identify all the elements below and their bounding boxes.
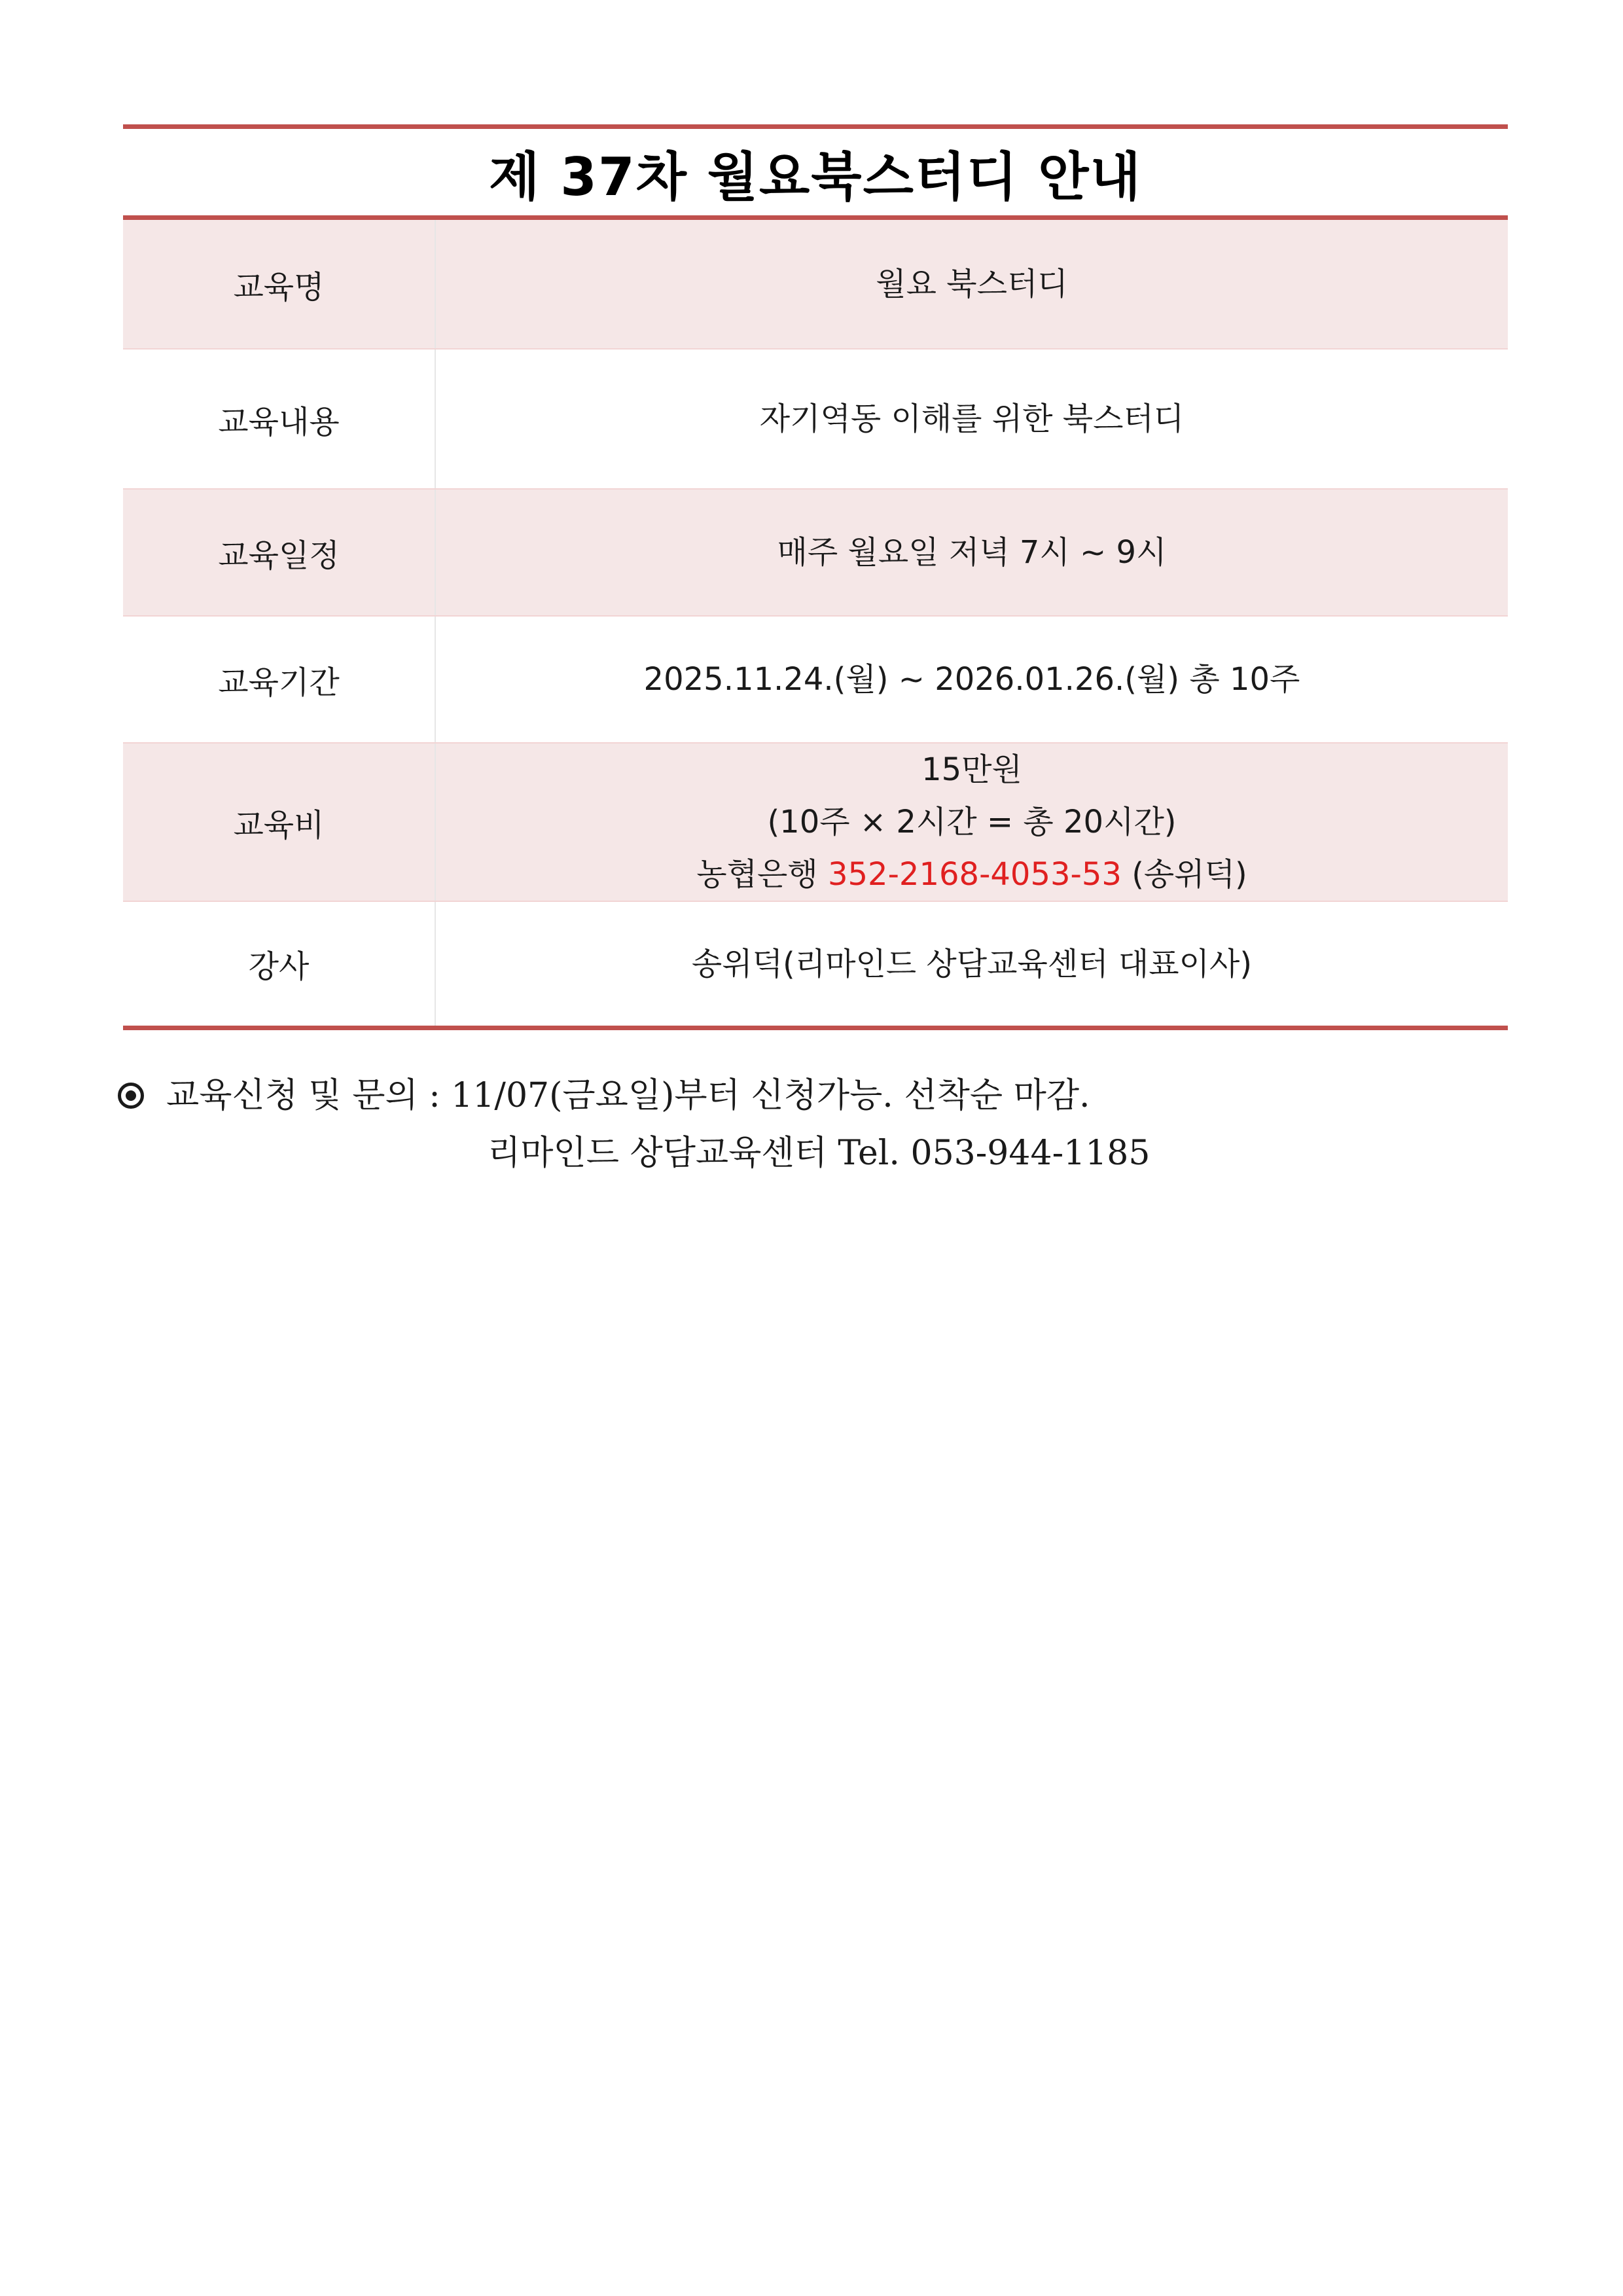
fee-detail: (10주 × 2시간 = 총 20시간) [767, 804, 1177, 840]
page-title: 제 37차 월요북스터디 안내 [489, 146, 1142, 207]
row-value-fee [436, 744, 1508, 901]
fee-bank-line [696, 848, 1247, 901]
table-row-fee [123, 744, 1508, 902]
circle-bullet-icon [118, 1083, 144, 1109]
row-label: 교육일정 [123, 490, 436, 615]
row-label: 교육내용 [123, 350, 436, 488]
account-number: 352-2168-4053-53 [827, 856, 1122, 893]
account-holder: (송위덕) [1132, 856, 1247, 893]
note-text-1: 교육신청 및 문의 : 11/07(금요일)부터 신청가능. 선착순 마감. [166, 1076, 1090, 1115]
table-row-instructor [123, 902, 1508, 1030]
row-value: 2025.11.24.(월) ~ 2026.01.26.(월) 총 10주 [643, 661, 1300, 698]
note-text-2: 리마인드 상담교육센터 Tel. 053-944-1185 [488, 1134, 1150, 1173]
table-row-course-name [123, 220, 1508, 350]
note-line-1 [118, 1067, 1150, 1124]
table-row-period [123, 617, 1508, 744]
row-label: 교육명 [123, 220, 436, 348]
row-value: 매주 월요일 저녁 7시 ~ 9시 [777, 534, 1167, 571]
row-label: 강사 [123, 902, 436, 1026]
table-row-schedule [123, 490, 1508, 617]
title-box [123, 124, 1508, 220]
row-value: 월요 북스터디 [876, 266, 1068, 302]
row-value: 송위덕(리마인드 상담교육센터 대표이사) [691, 945, 1253, 982]
bank-name: 농협은행 [696, 856, 818, 893]
inquiry-note [118, 1067, 1150, 1182]
info-table [123, 124, 1508, 1030]
table-row-course-content [123, 350, 1508, 490]
row-value: 자기역동 이해를 위한 북스터디 [759, 401, 1185, 437]
row-label: 교육비 [123, 744, 436, 901]
row-label: 교육기간 [123, 617, 436, 742]
fee-amount: 15만원 [921, 751, 1022, 788]
